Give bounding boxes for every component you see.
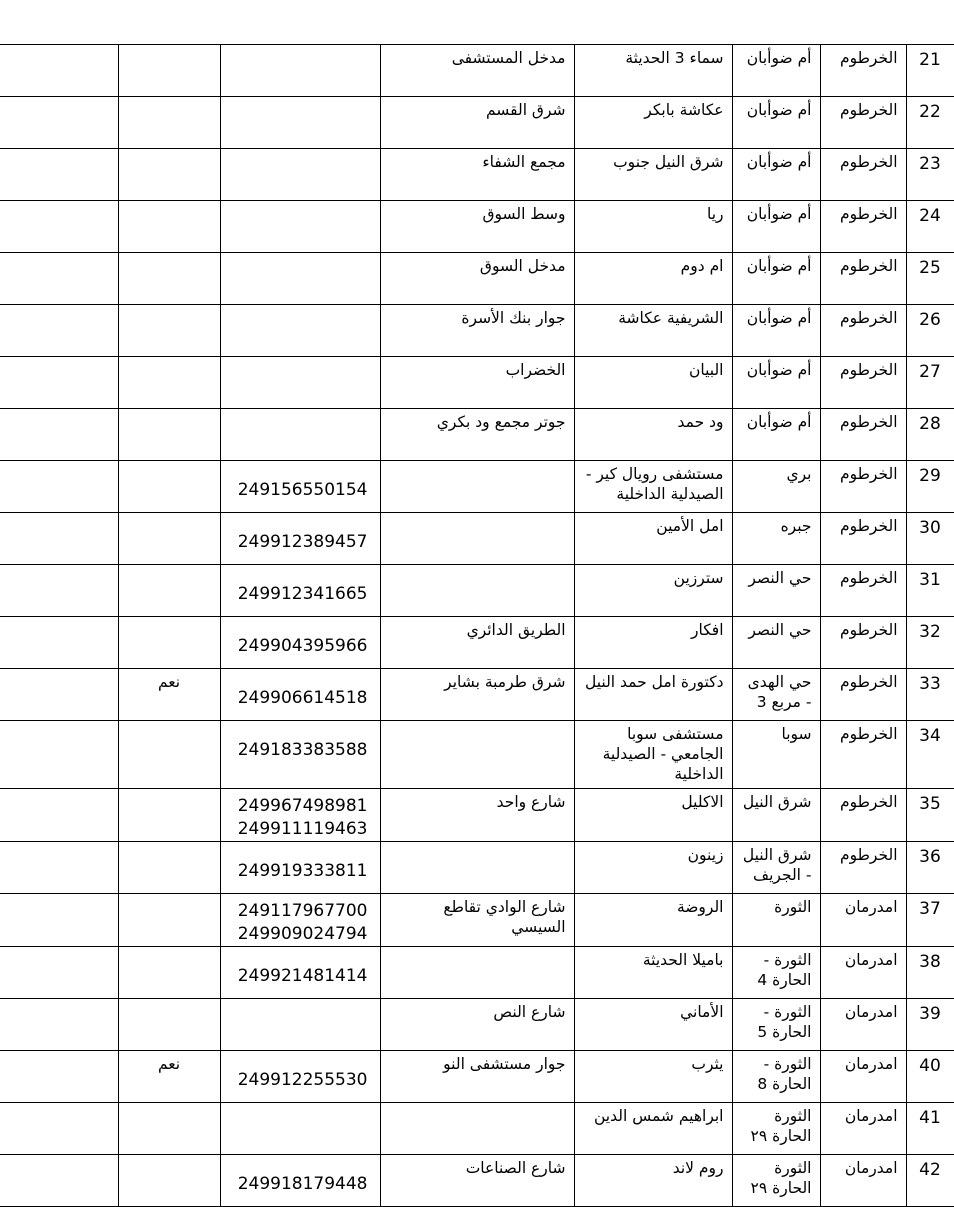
address-cell xyxy=(380,842,574,894)
table-row xyxy=(0,513,954,565)
pharmacy-name-cell: باميلا الحديثة xyxy=(574,947,732,999)
edge-cell xyxy=(0,789,118,842)
pharmacy-name-cell: ود حمد xyxy=(574,409,732,461)
row-number-cell: 35 xyxy=(906,789,954,842)
state-cell: الخرطوم xyxy=(820,617,906,669)
row-number-cell: 29 xyxy=(906,461,954,513)
row-number-cell: 27 xyxy=(906,357,954,409)
state-cell: الخرطوم xyxy=(820,253,906,305)
address-cell: شارع النص xyxy=(380,999,574,1051)
pharmacy-name-cell: افكار xyxy=(574,617,732,669)
pharmacy-name-cell: امل الأمين xyxy=(574,513,732,565)
phone-cell xyxy=(220,513,380,565)
locality-cell: شرق النيل xyxy=(732,789,820,842)
phone-cell xyxy=(220,947,380,999)
pharmacy-name-cell: سترزين xyxy=(574,565,732,617)
pharmacy-name-cell: عكاشة بابكر xyxy=(574,97,732,149)
edge-cell xyxy=(0,409,118,461)
row-number-cell: 34 xyxy=(906,721,954,789)
pharmacy-table-page xyxy=(0,44,954,1207)
service-cell xyxy=(118,617,220,669)
state-cell: امدرمان xyxy=(820,947,906,999)
address-cell: مدخل السوق xyxy=(380,253,574,305)
phone-cell xyxy=(220,669,380,721)
address-cell xyxy=(380,721,574,789)
row-number-cell: 31 xyxy=(906,565,954,617)
pharmacy-name-cell: روم لاند xyxy=(574,1155,732,1207)
address-cell: شارع الوادي تقاطع السيسي xyxy=(380,894,574,947)
phone-number: 249156550154 xyxy=(237,480,368,500)
locality-cell: سوبا xyxy=(732,721,820,789)
address-cell: الخضراب xyxy=(380,357,574,409)
phone-cell xyxy=(220,253,380,305)
edge-cell xyxy=(0,513,118,565)
phone-cell xyxy=(220,201,380,253)
edge-cell xyxy=(0,565,118,617)
row-number-cell: 30 xyxy=(906,513,954,565)
table-row xyxy=(0,409,954,461)
state-cell: الخرطوم xyxy=(820,789,906,842)
state-cell: امدرمان xyxy=(820,1103,906,1155)
pharmacy-name-cell: شرق النيل جنوب xyxy=(574,149,732,201)
state-cell: امدرمان xyxy=(820,999,906,1051)
row-number-cell: 40 xyxy=(906,1051,954,1103)
table-row xyxy=(0,617,954,669)
row-number-cell: 24 xyxy=(906,201,954,253)
phone-cell xyxy=(220,1103,380,1155)
phone-number: 249117967700 xyxy=(237,901,368,921)
pharmacy-name-cell: مستشفى سوبا الجامعي - الصيدلية الداخلية xyxy=(574,721,732,789)
locality-cell: أم ضوأبان xyxy=(732,253,820,305)
row-number-cell: 37 xyxy=(906,894,954,947)
table-row xyxy=(0,253,954,305)
pharmacy-name-cell: ابراهيم شمس الدين xyxy=(574,1103,732,1155)
row-number-cell: 32 xyxy=(906,617,954,669)
state-cell: الخرطوم xyxy=(820,149,906,201)
table-row xyxy=(0,721,954,789)
phone-number-secondary: 249911119463 xyxy=(237,819,368,839)
pharmacy-name-cell: دكتورة امل حمد النيل xyxy=(574,669,732,721)
address-cell: شارع واحد xyxy=(380,789,574,842)
locality-cell: حي الهدى - مربع 3 xyxy=(732,669,820,721)
service-cell xyxy=(118,201,220,253)
address-cell: شرق طرمبة بشاير xyxy=(380,669,574,721)
phone-number: 249912389457 xyxy=(237,532,368,552)
edge-cell xyxy=(0,149,118,201)
address-cell xyxy=(380,1103,574,1155)
phone-number-secondary: 249909024794 xyxy=(237,924,368,944)
service-cell xyxy=(118,947,220,999)
address-cell: جوار بنك الأسرة xyxy=(380,305,574,357)
table-row xyxy=(0,1155,954,1207)
address-cell: جوار مستشفى النو xyxy=(380,1051,574,1103)
state-cell: الخرطوم xyxy=(820,201,906,253)
table-row xyxy=(0,1103,954,1155)
pharmacy-name-cell: الاكليل xyxy=(574,789,732,842)
pharmacy-name-cell: سماء 3 الحديثة xyxy=(574,45,732,97)
phone-cell xyxy=(220,409,380,461)
row-number-cell: 25 xyxy=(906,253,954,305)
table-row xyxy=(0,149,954,201)
edge-cell xyxy=(0,357,118,409)
edge-cell xyxy=(0,669,118,721)
phone-cell xyxy=(220,894,380,947)
table-row xyxy=(0,894,954,947)
phone-number: 249918179448 xyxy=(237,1174,368,1194)
locality-cell: بري xyxy=(732,461,820,513)
edge-cell xyxy=(0,253,118,305)
edge-cell xyxy=(0,842,118,894)
locality-cell: الثورة - الحارة 5 xyxy=(732,999,820,1051)
table-row xyxy=(0,305,954,357)
phone-number: 249183383588 xyxy=(237,740,368,760)
service-cell xyxy=(118,253,220,305)
edge-cell xyxy=(0,721,118,789)
edge-cell xyxy=(0,947,118,999)
address-cell xyxy=(380,513,574,565)
table-row xyxy=(0,999,954,1051)
edge-cell xyxy=(0,1103,118,1155)
table-row xyxy=(0,565,954,617)
service-cell: نعم xyxy=(118,669,220,721)
service-cell xyxy=(118,97,220,149)
address-cell: جوتر مجمع ود بكري xyxy=(380,409,574,461)
address-cell xyxy=(380,947,574,999)
phone-cell xyxy=(220,461,380,513)
locality-cell: أم ضوأبان xyxy=(732,305,820,357)
row-number-cell: 41 xyxy=(906,1103,954,1155)
table-row xyxy=(0,1051,954,1103)
edge-cell xyxy=(0,617,118,669)
table-row xyxy=(0,669,954,721)
state-cell: الخرطوم xyxy=(820,513,906,565)
row-number-cell: 42 xyxy=(906,1155,954,1207)
row-number-cell: 33 xyxy=(906,669,954,721)
row-number-cell: 28 xyxy=(906,409,954,461)
locality-cell: الثورة الحارة ٢٩ xyxy=(732,1103,820,1155)
pharmacy-name-cell: ام دوم xyxy=(574,253,732,305)
table-row xyxy=(0,789,954,842)
pharmacy-name-cell: ريا xyxy=(574,201,732,253)
pharmacy-name-cell: مستشفى رويال كير - الصيدلية الداخلية xyxy=(574,461,732,513)
state-cell: امدرمان xyxy=(820,894,906,947)
state-cell: الخرطوم xyxy=(820,45,906,97)
table-row xyxy=(0,201,954,253)
locality-cell: حي النصر xyxy=(732,565,820,617)
locality-cell: شرق النيل - الجريف xyxy=(732,842,820,894)
locality-cell: أم ضوأبان xyxy=(732,149,820,201)
service-cell xyxy=(118,513,220,565)
address-cell xyxy=(380,565,574,617)
phone-number: 249912255530 xyxy=(237,1070,368,1090)
state-cell: الخرطوم xyxy=(820,461,906,513)
service-cell xyxy=(118,409,220,461)
address-cell: وسط السوق xyxy=(380,201,574,253)
locality-cell: الثورة - الحارة 8 xyxy=(732,1051,820,1103)
state-cell: الخرطوم xyxy=(820,97,906,149)
service-cell xyxy=(118,789,220,842)
state-cell: الخرطوم xyxy=(820,409,906,461)
edge-cell xyxy=(0,305,118,357)
locality-cell: أم ضوأبان xyxy=(732,357,820,409)
service-cell xyxy=(118,1103,220,1155)
phone-cell xyxy=(220,1155,380,1207)
address-cell: شرق القسم xyxy=(380,97,574,149)
service-cell xyxy=(118,357,220,409)
service-cell xyxy=(118,565,220,617)
edge-cell xyxy=(0,45,118,97)
service-cell xyxy=(118,461,220,513)
phone-cell xyxy=(220,721,380,789)
state-cell: الخرطوم xyxy=(820,357,906,409)
locality-cell: الثورة - الحارة 4 xyxy=(732,947,820,999)
phone-number: 249906614518 xyxy=(237,688,368,708)
locality-cell: الثورة الحارة ٢٩ xyxy=(732,1155,820,1207)
state-cell: الخرطوم xyxy=(820,669,906,721)
edge-cell xyxy=(0,1155,118,1207)
pharmacy-table xyxy=(0,44,954,1207)
row-number-cell: 23 xyxy=(906,149,954,201)
state-cell: الخرطوم xyxy=(820,842,906,894)
phone-cell xyxy=(220,97,380,149)
phone-cell xyxy=(220,149,380,201)
locality-cell: أم ضوأبان xyxy=(732,45,820,97)
address-cell: مدخل المستشفى xyxy=(380,45,574,97)
service-cell xyxy=(118,45,220,97)
phone-number: 249904395966 xyxy=(237,636,368,656)
table-row xyxy=(0,461,954,513)
phone-number: 249921481414 xyxy=(237,966,368,986)
edge-cell xyxy=(0,894,118,947)
locality-cell: أم ضوأبان xyxy=(732,201,820,253)
service-cell: نعم xyxy=(118,1051,220,1103)
pharmacy-name-cell: الشريفية عكاشة xyxy=(574,305,732,357)
edge-cell xyxy=(0,999,118,1051)
edge-cell xyxy=(0,97,118,149)
service-cell xyxy=(118,842,220,894)
locality-cell: حي النصر xyxy=(732,617,820,669)
phone-cell xyxy=(220,565,380,617)
phone-cell xyxy=(220,357,380,409)
phone-cell xyxy=(220,999,380,1051)
row-number-cell: 36 xyxy=(906,842,954,894)
table-row xyxy=(0,842,954,894)
pharmacy-name-cell: يثرب xyxy=(574,1051,732,1103)
phone-cell xyxy=(220,842,380,894)
service-cell xyxy=(118,721,220,789)
address-cell: شارع الصناعات xyxy=(380,1155,574,1207)
phone-cell xyxy=(220,1051,380,1103)
locality-cell: الثورة xyxy=(732,894,820,947)
locality-cell: أم ضوأبان xyxy=(732,97,820,149)
row-number-cell: 39 xyxy=(906,999,954,1051)
phone-cell xyxy=(220,45,380,97)
pharmacy-name-cell: الروضة xyxy=(574,894,732,947)
phone-number: 249919333811 xyxy=(237,861,368,881)
state-cell: امدرمان xyxy=(820,1155,906,1207)
service-cell xyxy=(118,305,220,357)
state-cell: امدرمان xyxy=(820,1051,906,1103)
phone-cell xyxy=(220,617,380,669)
table-body xyxy=(0,45,954,1207)
service-cell xyxy=(118,894,220,947)
edge-cell xyxy=(0,461,118,513)
edge-cell xyxy=(0,201,118,253)
edge-cell xyxy=(0,1051,118,1103)
service-cell xyxy=(118,149,220,201)
state-cell: الخرطوم xyxy=(820,721,906,789)
pharmacy-name-cell: زينون xyxy=(574,842,732,894)
phone-number: 249967498981 xyxy=(237,796,368,816)
row-number-cell: 21 xyxy=(906,45,954,97)
address-cell: مجمع الشفاء xyxy=(380,149,574,201)
phone-number: 249912341665 xyxy=(237,584,368,604)
table-row xyxy=(0,357,954,409)
pharmacy-name-cell: الأماني xyxy=(574,999,732,1051)
locality-cell: جبره xyxy=(732,513,820,565)
service-cell xyxy=(118,1155,220,1207)
address-cell: الطريق الدائري xyxy=(380,617,574,669)
phone-cell xyxy=(220,789,380,842)
address-cell xyxy=(380,461,574,513)
table-row xyxy=(0,97,954,149)
row-number-cell: 22 xyxy=(906,97,954,149)
service-cell xyxy=(118,999,220,1051)
row-number-cell: 26 xyxy=(906,305,954,357)
pharmacy-name-cell: البيان xyxy=(574,357,732,409)
locality-cell: أم ضوأبان xyxy=(732,409,820,461)
state-cell: الخرطوم xyxy=(820,305,906,357)
row-number-cell: 38 xyxy=(906,947,954,999)
state-cell: الخرطوم xyxy=(820,565,906,617)
phone-cell xyxy=(220,305,380,357)
table-row xyxy=(0,947,954,999)
table-row xyxy=(0,45,954,97)
